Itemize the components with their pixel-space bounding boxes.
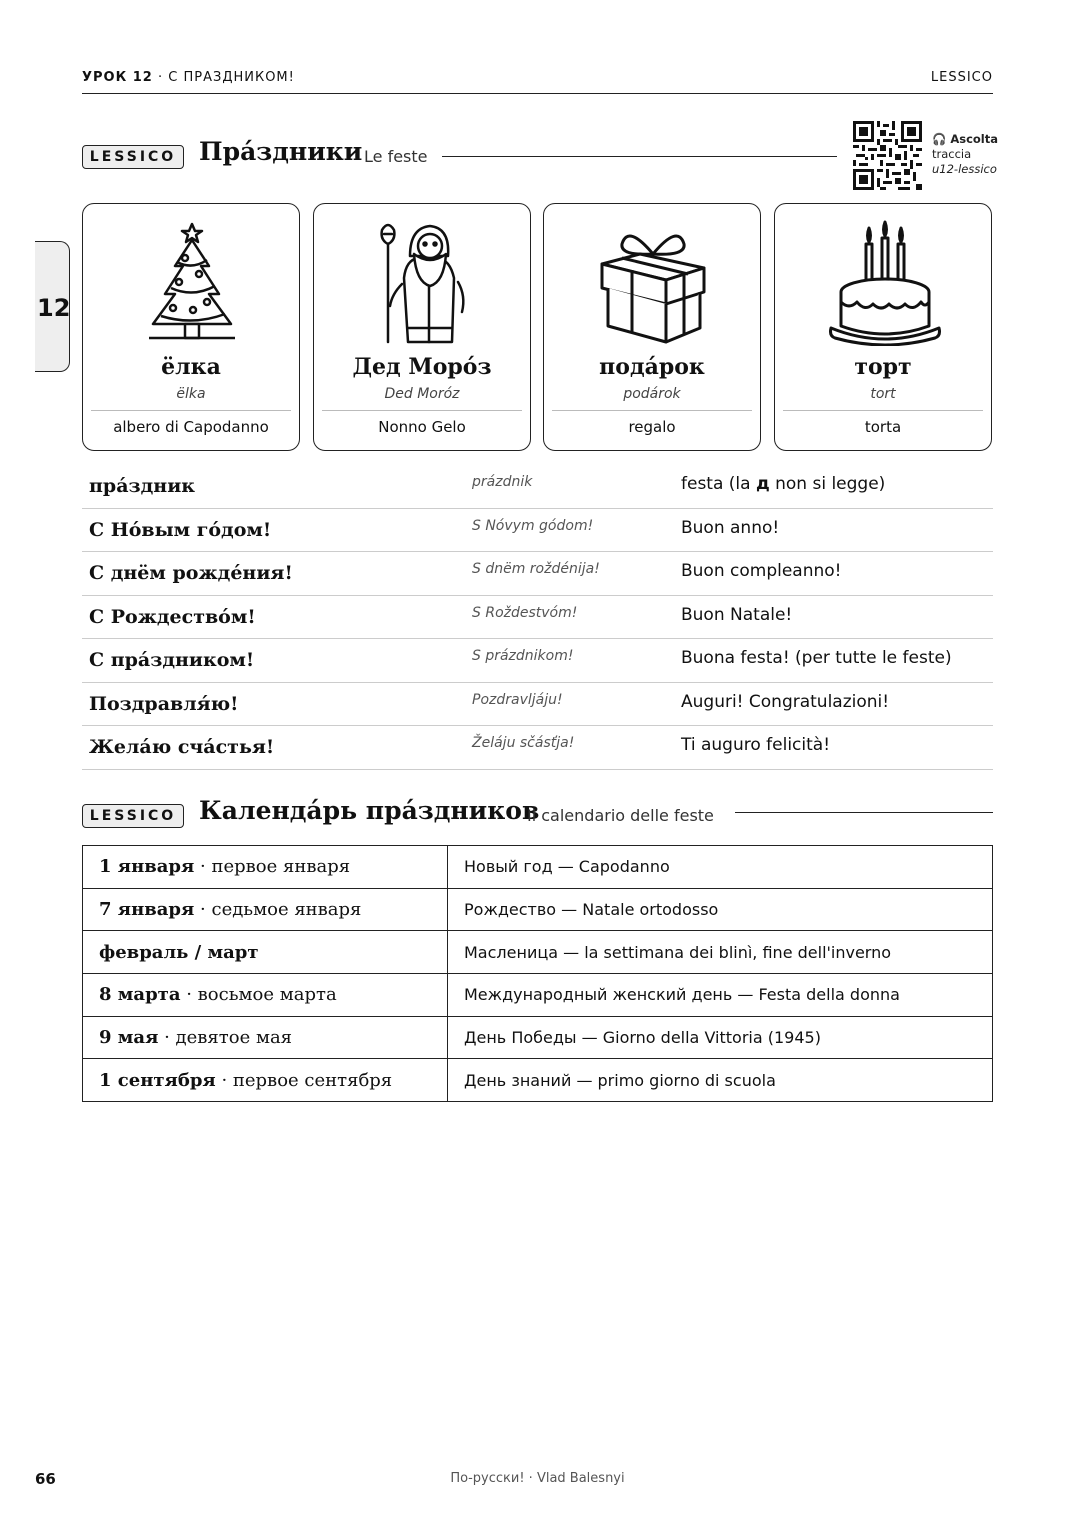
table-row: [83, 1059, 993, 1102]
section-label: LESSICO: [930, 70, 993, 85]
vocab-card: [543, 203, 761, 451]
card-meaning: albero di Capodanno: [113, 418, 269, 436]
vocab-translit: S Roždestvóm!: [472, 604, 578, 621]
section-subtitle: Il calendario delle feste: [527, 806, 714, 825]
lesson-label: УРОК 12: [82, 70, 153, 85]
vocab-row: [82, 726, 993, 770]
vocab-card: [82, 203, 300, 451]
vocab-row: [82, 465, 993, 509]
vocab-italian: festa (la д non si legge): [681, 474, 886, 494]
section-title: Календа́рь пра́здников: [199, 796, 540, 825]
audio-track-label: [932, 132, 998, 177]
vocab-russian: С Рождество́м!: [89, 605, 256, 628]
running-head: [82, 68, 993, 94]
vocab-row: [82, 509, 993, 553]
holiday-name: Рождество — Natale ortodosso: [448, 888, 993, 931]
vocab-italian: Buon compleanno!: [681, 561, 842, 581]
card-word: Дед Моро́з: [352, 354, 492, 380]
ded-moroz-icon: [358, 216, 488, 346]
vocab-italian: Buona festa! (per tutte le feste): [681, 648, 952, 668]
card-meaning: Nonno Gelo: [378, 418, 466, 436]
card-divider: [91, 410, 291, 411]
vocab-russian: Поздравля́ю!: [89, 692, 239, 715]
audio-track-word: traccia: [932, 147, 972, 161]
holiday-name: День знаний — primo giorno di scuola: [448, 1059, 993, 1102]
section-subtitle: Le feste: [364, 147, 428, 166]
card-meaning: regalo: [628, 418, 676, 436]
vocab-russian: С Но́вым го́дом!: [89, 518, 272, 541]
lesson-header: [82, 70, 295, 85]
card-word: торт: [854, 354, 912, 380]
section-heading-calendario: [82, 796, 993, 842]
vocab-translit: S Nóvym gódom!: [472, 517, 594, 534]
holiday-date: 7 января · седьмое января: [83, 888, 448, 931]
vocab-russian: Жела́ю сча́стья!: [89, 736, 275, 758]
vocab-translit: prázdnik: [472, 474, 533, 490]
vocab-row: [82, 639, 993, 683]
holiday-name: Новый год — Capodanno: [448, 846, 993, 889]
card-translit: Ded Moróz: [384, 386, 460, 402]
birthday-cake-icon: [819, 216, 949, 346]
card-translit: ëlka: [176, 386, 206, 402]
holiday-name: Масленица — la settimana dei blinì, fine dell'inverno: [448, 931, 993, 974]
vocab-italian: Buon Natale!: [681, 604, 793, 625]
heading-rule: [442, 156, 837, 157]
card-word: ёлка: [161, 354, 221, 380]
chapter-number: 12: [37, 294, 71, 322]
section-badge: LESSICO: [82, 145, 184, 169]
audio-listen: Ascolta: [950, 132, 999, 146]
card-divider: [552, 410, 752, 411]
vocab-translit: S dnëm roždénija!: [472, 561, 600, 577]
card-translit: podárok: [623, 386, 681, 402]
card-word: пода́рок: [599, 354, 705, 380]
christmas-tree-icon: [127, 216, 257, 346]
holiday-date: февраль / март: [83, 931, 448, 974]
card-translit: tort: [870, 386, 896, 402]
audio-track-id: u12-lessico: [932, 162, 997, 176]
vocab-translit: Pozdravljáju!: [472, 691, 563, 708]
holiday-name: Международный женский день — Festa della donna: [448, 974, 993, 1017]
section-title: Пра́здники: [199, 137, 363, 166]
qr-code-icon[interactable]: [853, 121, 922, 190]
section-badge: LESSICO: [82, 804, 184, 828]
vocab-row: [82, 683, 993, 727]
vocab-italian: Buon anno!: [681, 517, 780, 538]
vocab-italian: Ti auguro felicità!: [681, 735, 831, 755]
vocab-card: [774, 203, 992, 451]
page-number: 66: [35, 1470, 56, 1488]
vocab-row: [82, 596, 993, 640]
holiday-calendar-table: [82, 845, 993, 1102]
table-row: [83, 974, 993, 1017]
vocab-russian: пра́здник: [89, 475, 196, 497]
table-row: [83, 888, 993, 931]
heading-rule: [735, 812, 993, 813]
chapter-tab: [35, 241, 70, 372]
holiday-date: 1 сентября · первое сентября: [83, 1059, 448, 1102]
table-row: [83, 931, 993, 974]
table-row: [83, 1016, 993, 1059]
headphones-icon: 🎧: [932, 132, 947, 146]
footer-credit: По-русски! · Vlad Balesnyi: [450, 1471, 625, 1486]
vocab-translit: S prázdnikom!: [472, 648, 574, 664]
card-meaning: torta: [864, 418, 902, 436]
holiday-date: 8 марта · восьмое марта: [83, 974, 448, 1017]
table-row: [83, 846, 993, 889]
card-divider: [783, 410, 983, 411]
holiday-date: 9 мая · девятое мая: [83, 1016, 448, 1059]
gift-box-icon: [588, 216, 718, 346]
vocab-row: [82, 552, 993, 596]
vocab-list: [82, 465, 993, 770]
vocab-russian: С пра́здником!: [89, 649, 255, 671]
vocab-italian: Auguri! Congratulazioni!: [681, 691, 890, 712]
lesson-title: · С ПРАЗДНИКОМ!: [158, 70, 295, 85]
vocab-card: [313, 203, 531, 451]
holiday-date: 1 января · первое января: [83, 846, 448, 889]
vocab-russian: С днём рожде́ния!: [89, 562, 293, 584]
card-divider: [322, 410, 522, 411]
holiday-name: День Победы — Giorno della Vittoria (1945): [448, 1016, 993, 1059]
vocab-translit: Želáju sčásťja!: [472, 735, 575, 751]
